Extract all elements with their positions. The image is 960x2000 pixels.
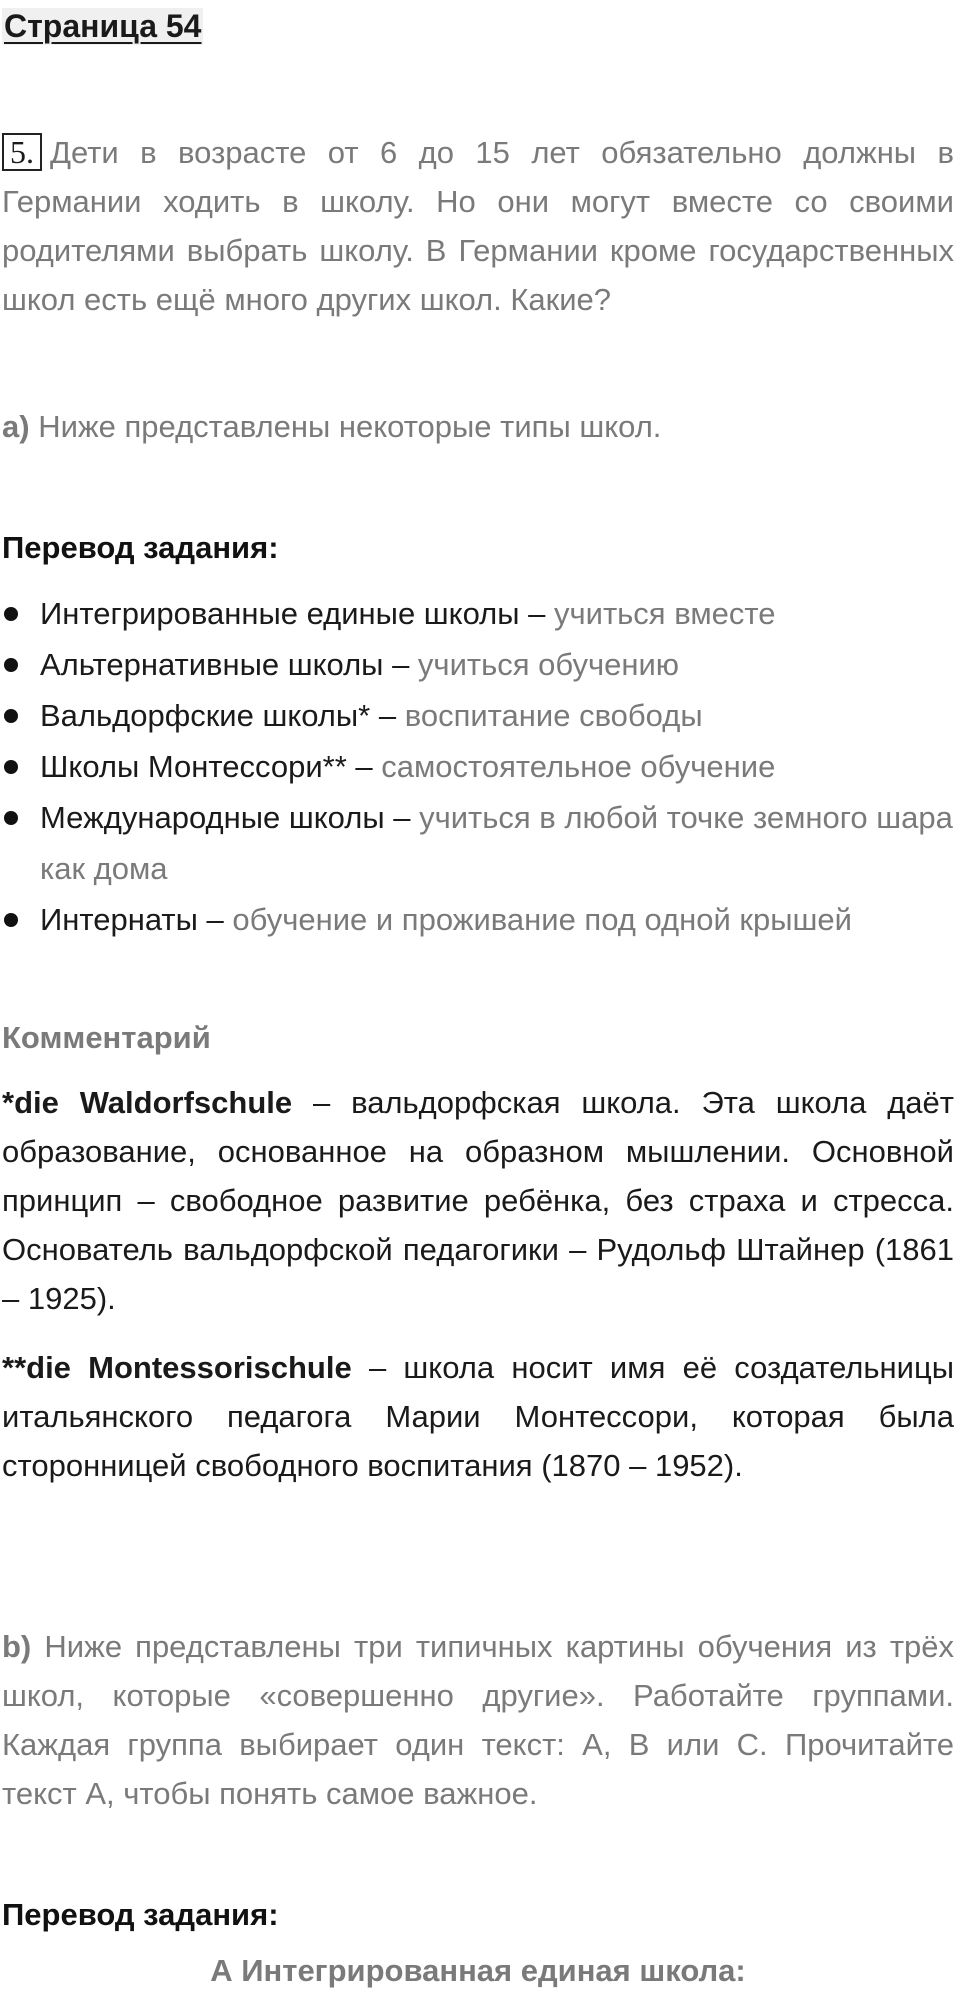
waldorf-comment xyxy=(2,1078,954,1323)
task-5-text: Дети в возрасте от 6 до 15 лет обязательно должны в Германии ходить в школу. Но они могут вместе со своими родителями выбрать школу. В Германии кроме государственных школ есть ещё много других школ. Какие? xyxy=(2,135,954,317)
school-type-item xyxy=(2,741,954,792)
bullet-icon xyxy=(4,913,18,927)
school-type-name: Альтернативные школы xyxy=(40,647,384,682)
translation-heading-1: Перевод задания: xyxy=(2,530,279,565)
school-types-list xyxy=(2,588,954,945)
school-type-name: Вальдорфские школы* xyxy=(40,698,371,733)
montessori-text: – школа носит имя её создательницы итальянского педагога Марии Монтессори, которая была сторонницей свободного воспитания (1870 – 1952). xyxy=(2,1350,954,1483)
bullet-icon xyxy=(4,811,18,825)
school-types-list-wrapper xyxy=(2,588,954,945)
part-b-paragraph xyxy=(2,1622,954,1818)
school-type-dash: – xyxy=(519,596,554,631)
school-type-item xyxy=(2,894,954,945)
school-type-name: Школы Монтессори** xyxy=(40,749,347,784)
school-type-name: Интегрированные единые школы xyxy=(40,596,520,631)
waldorf-text: – вальдорфская школа. Эта школа даёт образование, основанное на образном мышлении. Основной принцип – свободное развитие ребёнка, без страха и стресса. Основатель вальдорфской педагогики – Рудольф Штайнер (1861 – 1925). xyxy=(2,1085,954,1316)
commentary-heading: Комментарий xyxy=(2,1020,211,1055)
bullet-icon xyxy=(4,658,18,672)
montessori-term: **die Montessorischule xyxy=(2,1350,352,1385)
bullet-icon xyxy=(4,709,18,723)
page-title: Страница 54 xyxy=(4,8,202,44)
task-number-box: 5. xyxy=(2,133,42,171)
part-b-text: Ниже представлены три типичных картины обучения из трёх школ, которые «совершенно другие». Работайте группами. Каждая группа выбирает один текст: А, В или С. Прочитайте текст А, чтобы понять самое важное. xyxy=(2,1629,954,1811)
school-type-dash: – xyxy=(197,902,233,937)
part-a-paragraph xyxy=(2,402,954,451)
part-a-text: Ниже представлены некоторые типы школ. xyxy=(38,409,662,444)
bullet-icon xyxy=(4,760,18,774)
task-5-paragraph xyxy=(2,128,954,324)
school-type-dash: – xyxy=(384,800,420,835)
school-type-description: учиться вместе xyxy=(553,596,776,631)
school-type-name: Международные школы xyxy=(40,800,385,835)
bullet-icon xyxy=(4,607,18,621)
school-type-description: самостоятельное обучение xyxy=(381,749,776,784)
school-type-description: учиться в любой точке земного шара как дома xyxy=(40,800,953,886)
part-b-label: b) xyxy=(2,1629,32,1664)
translation-heading-2: Перевод задания: xyxy=(2,1897,279,1932)
school-type-description: воспитание свободы xyxy=(404,698,703,733)
school-type-dash: – xyxy=(346,749,382,784)
school-type-description: обучение и проживание под одной крышей xyxy=(232,902,852,937)
school-type-name: Интернаты xyxy=(40,902,198,937)
montessori-comment xyxy=(2,1343,954,1490)
waldorf-term: *die Waldorfschule xyxy=(2,1085,293,1120)
school-type-item xyxy=(2,588,954,639)
school-type-dash: – xyxy=(383,647,418,682)
part-a-label: a) xyxy=(2,409,30,444)
school-type-item xyxy=(2,639,954,690)
school-type-description: учиться обучению xyxy=(417,647,680,682)
school-type-item xyxy=(2,690,954,741)
subheading-integrated-school: А Интегрированная единая школа: xyxy=(210,1953,746,1988)
school-type-dash: – xyxy=(370,698,405,733)
school-type-item xyxy=(2,792,954,894)
